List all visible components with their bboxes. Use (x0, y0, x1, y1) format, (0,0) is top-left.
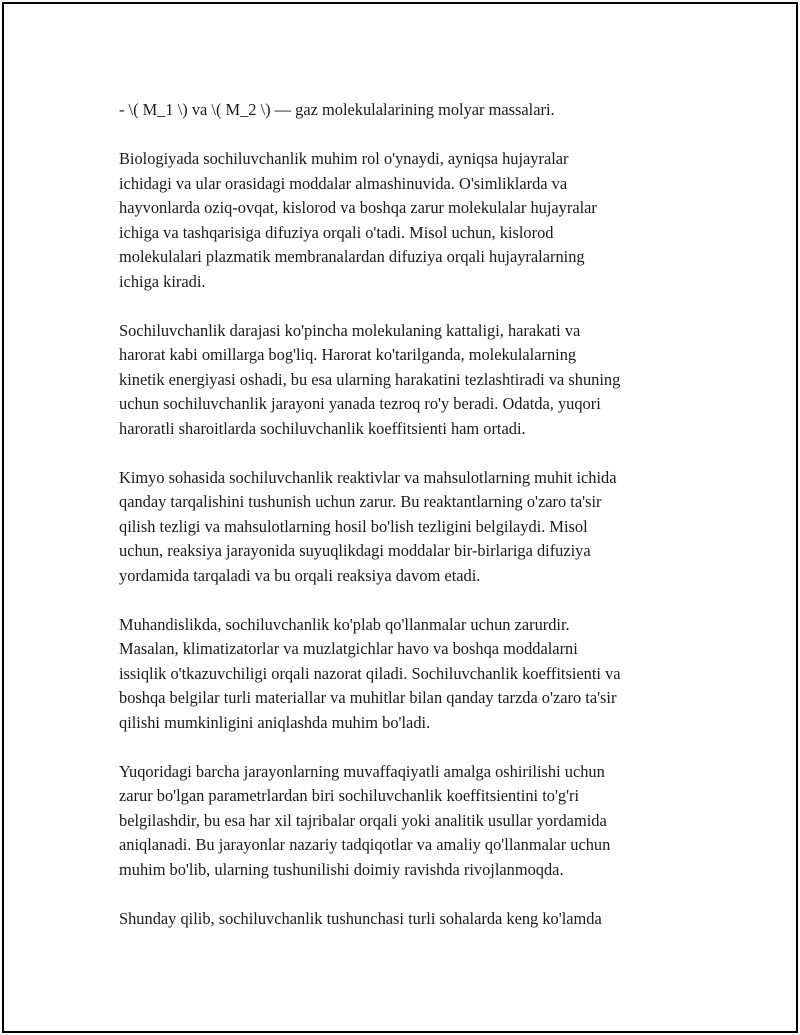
paragraph-factors (119, 319, 689, 442)
text-line: Sochiluvchanlik darajasi ko'pincha molekulaning kattaligi, harakati va (119, 320, 581, 340)
text-line: uchun sochiluvchanlik jarayoni yanada tezroq ro'y beradi. Odatda, yuqori (119, 394, 601, 413)
text-line: molekulalari plazmatik membranalardan difuziya orqali hujayralarning (119, 247, 585, 266)
text-line: Masalan, klimatizatorlar va muzlatgichlar havo va boshqa moddalarni (119, 639, 578, 658)
paragraph-parameters (119, 760, 689, 883)
text-line: qilishi mumkinligini aniqlashda muhim bo'ladi. (119, 712, 431, 732)
text-line: ichiga va tashqarisiga difuziya orqali o'tadi. Misol uchun, kislorod (119, 222, 554, 242)
text-line: qilish tezligi va mahsulotlarning hosil bo'lish tezligini belgilaydi. Misol (119, 516, 588, 536)
document-body (119, 98, 689, 956)
paragraph-molar-mass-note (119, 98, 689, 123)
paragraph-conclusion (119, 907, 689, 932)
text-line: issiqlik o'tkazuvchiligi orqali nazorat qiladi. Sochiluvchanlik koeffitsienti va (119, 663, 621, 683)
paragraph-chemistry (119, 466, 689, 589)
text-line: qanday tarqalishini tushunish uchun zarur. Bu reaktantlarning o'zaro ta'sir (119, 492, 602, 511)
text-line: - \( M_1 \) va \( M_2 \) — gaz molekulalarining molyar massalari. (119, 100, 555, 119)
text-line: boshqa belgilar turli materiallar va muhitlar bilan qanday tarzda o'zaro ta'sir (119, 688, 617, 707)
text-line: uchun, reaksiya jarayonida suyuqlikdagi moddalar bir-birlariga difuziya (119, 541, 591, 560)
text-line: Kimyo sohasida sochiluvchanlik reaktivlar va mahsulotlarning muhit ichida (119, 467, 617, 487)
paragraph-engineering (119, 613, 689, 736)
text-line: zarur bo'lgan parametrlardan biri sochiluvchanlik koeffitsientini to'g'ri (119, 786, 580, 805)
text-line: hayvonlarda oziq-ovqat, kislorod va boshqa zarur molekulalar hujayralar (119, 198, 597, 217)
text-line: yordamida tarqaladi va bu orqali reaksiya davom etadi. (119, 565, 481, 585)
text-line: Yuqoridagi barcha jarayonlarning muvaffaqiyatli amalga oshirilishi uchun (119, 761, 605, 781)
text-line: kinetik energiyasi oshadi, bu esa ularning harakatini tezlashtiradi va shuning (119, 369, 621, 389)
paragraph-biology (119, 147, 689, 294)
text-line: aniqlanadi. Bu jarayonlar nazariy tadqiqotlar va amaliy qo'llanmalar uchun (119, 835, 611, 854)
text-line: haroratli sharoitlarda sochiluvchanlik koeffitsienti ham ortadi. (119, 418, 526, 438)
text-line: harorat kabi omillarga bog'liq. Harorat ko'tarilganda, molekulalarning (119, 345, 577, 364)
text-line: muhim bo'lib, ularning tushunilishi doimiy ravishda rivojlanmoqda. (119, 859, 564, 879)
text-line: Muhandislikda, sochiluvchanlik ko'plab qo'llanmalar uchun zarurdir. (119, 614, 570, 634)
page-frame (2, 2, 798, 1033)
text-line: Shunday qilib, sochiluvchanlik tushunchasi turli sohalarda keng ko'lamda (119, 908, 602, 928)
text-line: belgilashdir, bu esa har xil tajribalar orqali yoki analitik usullar yordamida (119, 810, 607, 830)
text-line: ichiga kiradi. (119, 271, 206, 291)
text-line: Biologiyada sochiluvchanlik muhim rol o'ynaydi, ayniqsa hujayralar (119, 149, 569, 168)
text-line: ichidagi va ular orasidagi moddalar almashinuvida. O'simliklarda va (119, 173, 568, 193)
